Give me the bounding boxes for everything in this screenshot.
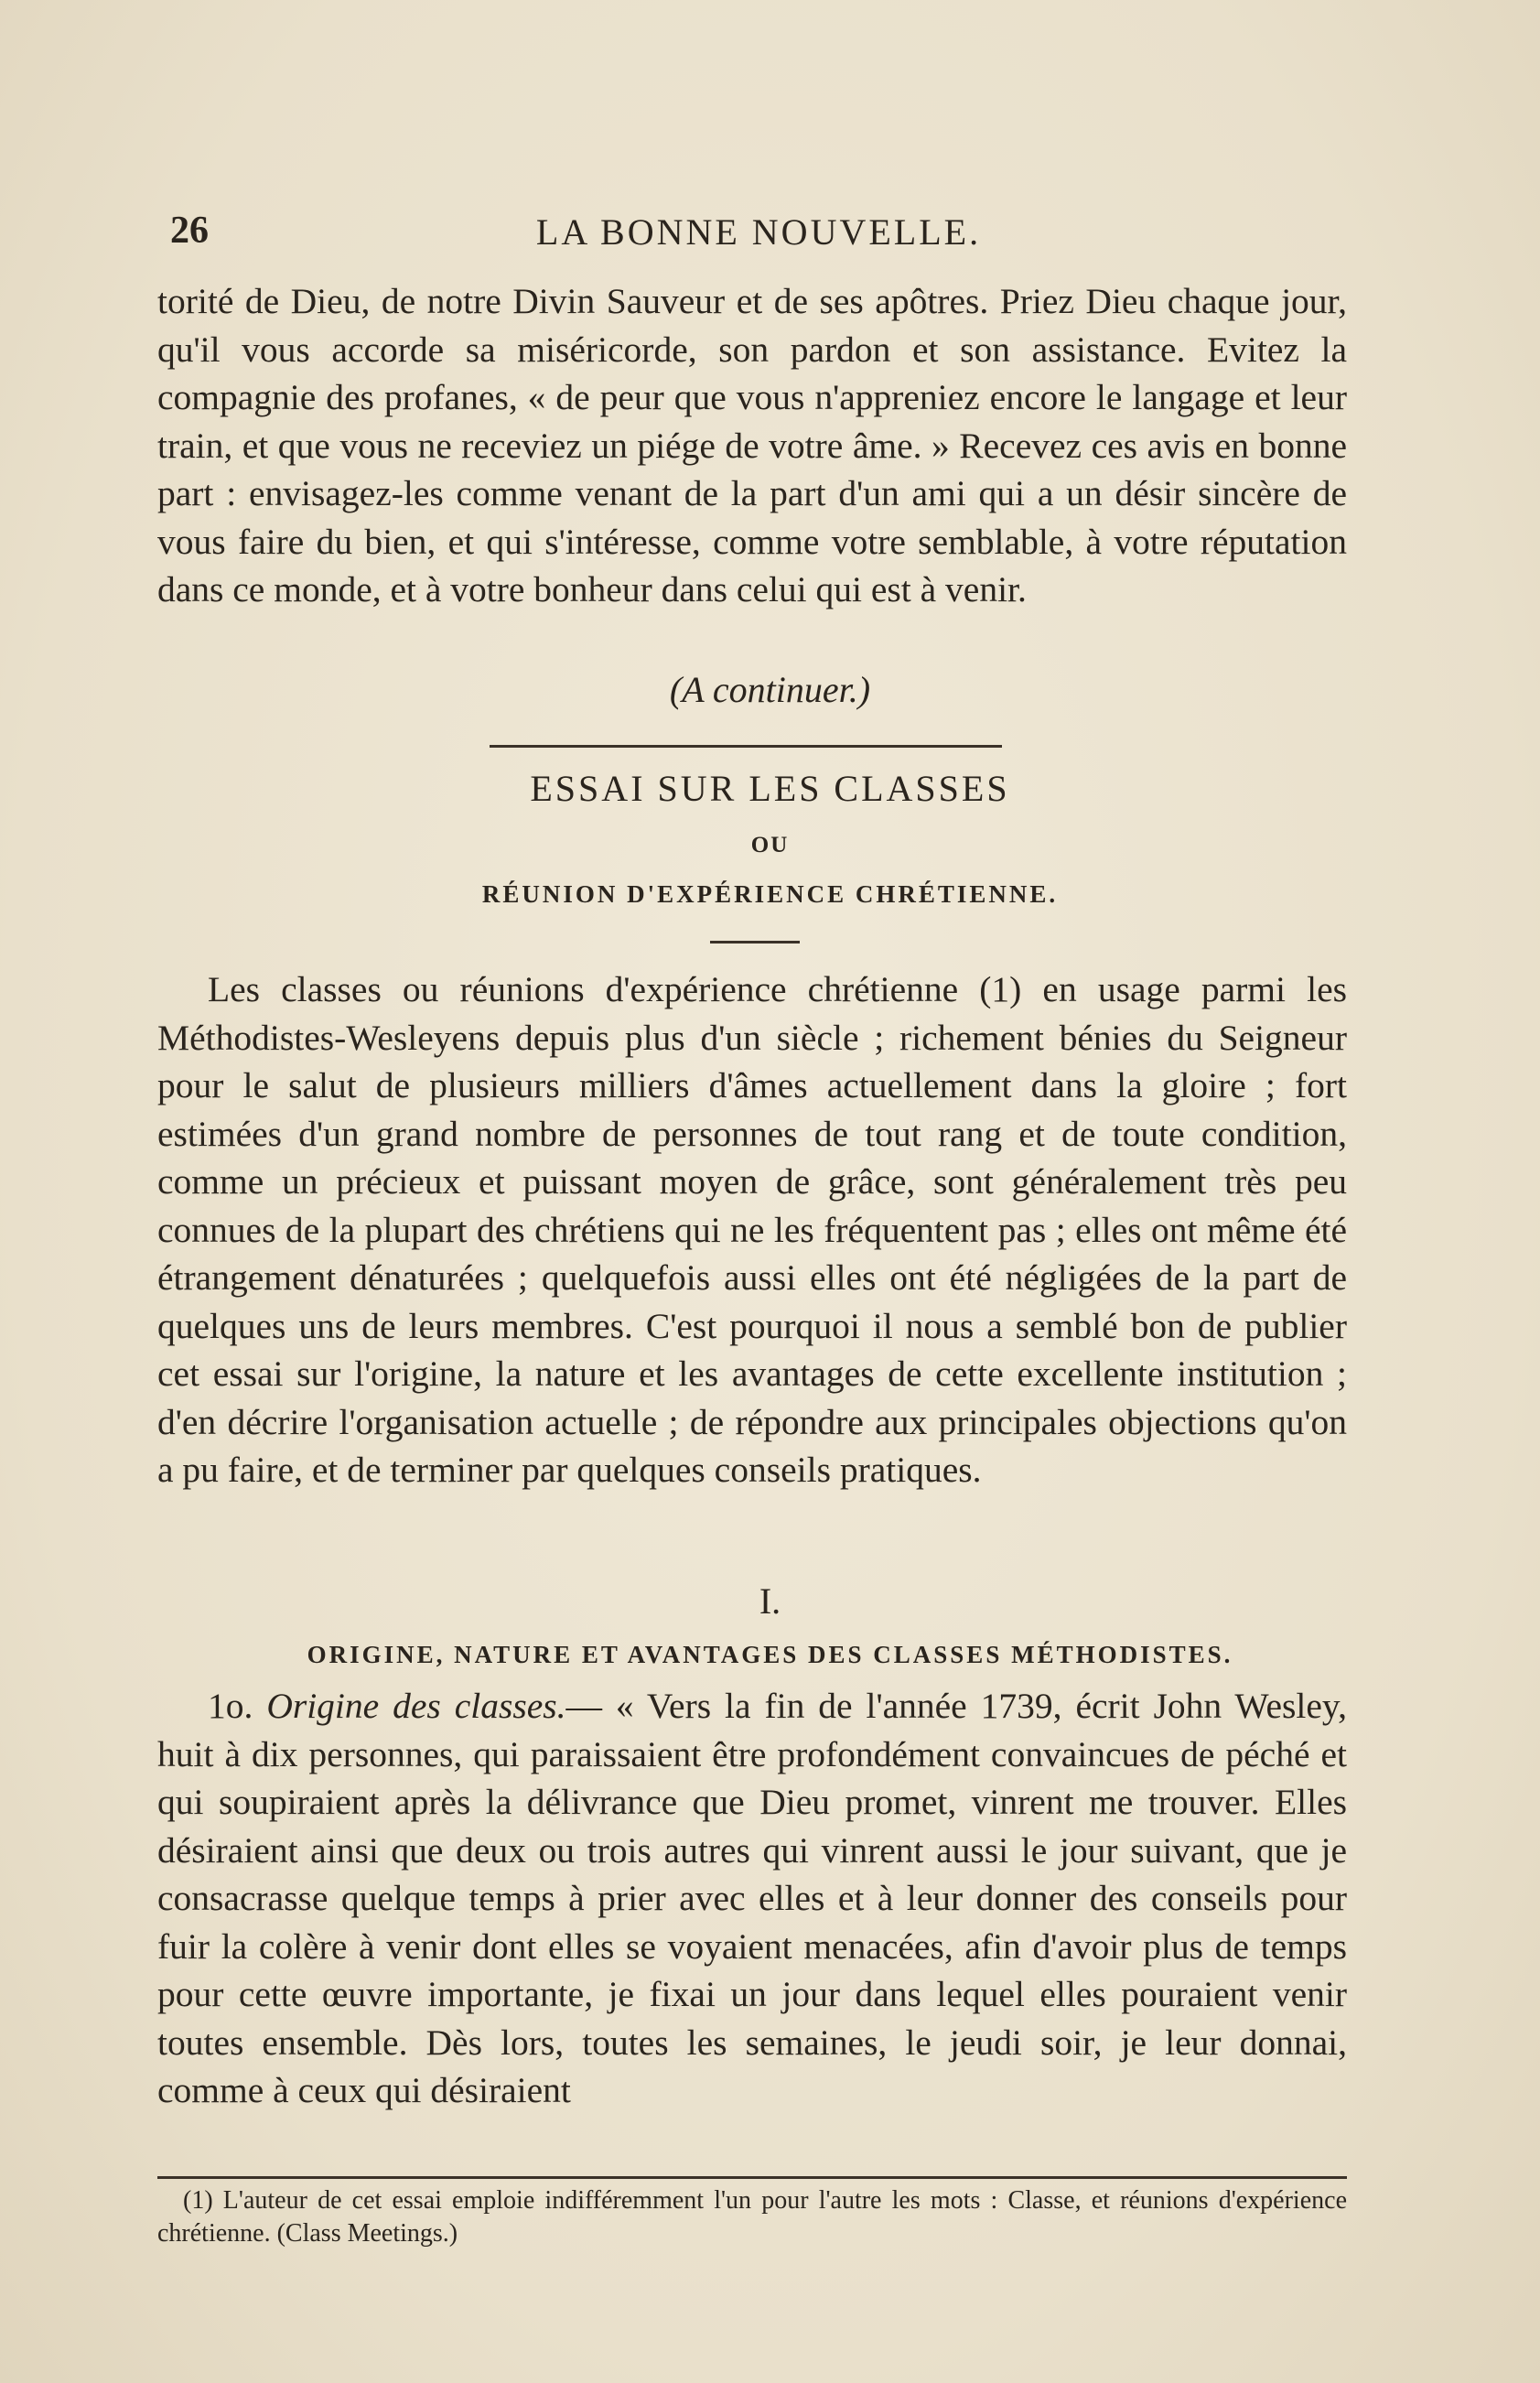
page-number: 26 [170,210,209,252]
essay-subtitle: RÉUNION D'EXPÉRIENCE CHRÉTIENNE. [481,880,1059,908]
item-text: — « Vers la fin de l'année 1739, écrit John Wesley, huit à dix personnes, qui paraissaient être profondément convaincues de péché et qui soupiraient après la délivrance que Dieu promet, vinrent me trouver. Elles désiraient ainsi que deux ou trois autres qui vinrent aussi le jour suivant, que je consacrasse quelque temps à prier avec elles et à leur donner des conseils pour fuir la colère à venir dont elles se voyaient menacées, afin d'avoir plus de temps pour cette œuvre importante, je fixai un jour dans lequel elles pouraient venir toutes ensemble. Dès lors, toutes les semaines, le jeudi soir, je leur donnai, comme à ceux qui désiraient [157,1686,1347,2110]
continuation-paragraph: torité de Dieu, de notre Divin Sauveur et de ses apôtres. Priez Dieu chaque jour, qu'il vous accorde sa miséricorde, son pardon et son assistance. Evitez la compagnie des profanes, « de peur que vous n'appreniez encore le langage et leur train, et que vous ne receviez un piége de votre âme. » Recevez ces avis en bonne part : envisagez-les comme venant de la part d'un ami qui a un désir sincère de vous faire du bien, et qui s'intéresse, comme votre semblable, à votre réputation dans ce monde, et à votre bonheur dans celui qui est à venir. [157,281,1347,609]
running-title: LA BONNE NOUVELLE. [535,211,982,253]
item-number: 1o. [208,1686,253,1726]
running-head [170,209,1347,264]
intro-paragraph-block [157,965,1347,1494]
footnote: (1) L'auteur de cet essai emploie indifféremment l'un pour l'autre les mots : Classe, et réunions d'expérience chrétienne. (Class Meetings.) [157,2186,1347,2248]
section-divider [490,745,1002,748]
footnote-rule [157,2176,1347,2179]
to-be-continued-text: (A continuer.) [669,669,871,710]
intro-paragraph: Les classes ou réunions d'expérience chrétienne (1) en usage parmi les Méthodistes-Wesleyens depuis plus d'un siècle ; richement bénies du Seigneur pour le salut de plusieurs milliers d'âmes actuellement dans la gloire ; fort estimées d'un grand nombre de personnes de tout rang et de toute condition, comme un précieux et puissant moyen de grâce, sont généralement très peu connues de la plupart des chrétiens qui ne les fréquentent pas ; elles ont même été étrangement dénaturées ; quelquefois aussi elles ont été négligées de la part de quelques uns de leurs membres. C'est pourquoi il nous a semblé bon de publier cet essai sur l'origine, la nature et les avantages de cette excellente institution ; d'en décrire l'organisation actuelle ; de répondre aux principales objections qu'on a pu faire, et de terminer par quelques conseils pratiques. [157,969,1347,1490]
to-be-continued [0,668,1540,711]
essay-title: ESSAI SUR LES CLASSES [530,768,1010,809]
origin-paragraph [157,1682,1347,2115]
item-heading: Origine des classes. [266,1686,566,1726]
origin-paragraph-block [157,1682,1347,2115]
section-number: I. [759,1580,781,1622]
continuation-paragraph-block [157,277,1347,614]
essay-or: OU [750,833,790,857]
title-divider [710,941,800,943]
section-title: ORIGINE, NATURE ET AVANTAGES DES CLASSES MÉTHODISTES. [307,1641,1233,1668]
